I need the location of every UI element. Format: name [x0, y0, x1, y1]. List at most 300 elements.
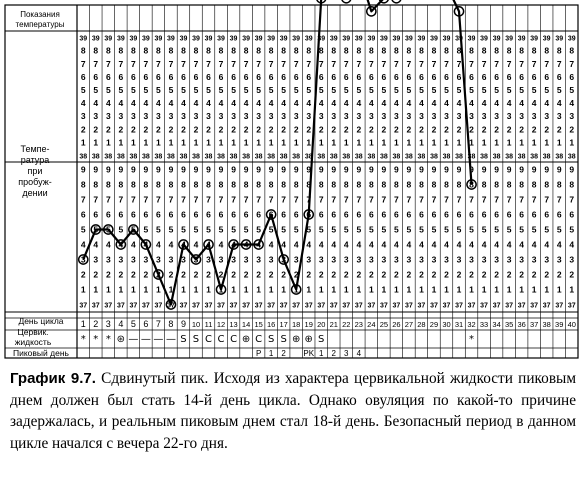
temp-digit: 7	[118, 58, 124, 69]
temp-digit: 3	[143, 111, 149, 122]
temp-digit: 3	[456, 111, 462, 122]
temp-digit: 9	[381, 164, 387, 175]
temp-digit: 8	[356, 179, 362, 190]
temp-digit: 6	[494, 209, 499, 220]
temp-digit: 8	[431, 45, 437, 56]
temp-digit: 9	[93, 164, 99, 175]
temp-digit: 38	[542, 153, 551, 161]
temp-label-line1: Темпе-	[20, 144, 50, 154]
temp-digit: 8	[181, 45, 186, 56]
temp-digit: 39	[555, 35, 564, 43]
temp-digit: 2	[544, 124, 550, 135]
temp-digit: 5	[394, 224, 399, 235]
temp-digit: 2	[118, 269, 124, 280]
temp-digit: 5	[431, 224, 437, 235]
temp-digit: 38	[254, 153, 263, 161]
temp-digit: 1	[556, 284, 562, 295]
cycle-day-number: 40	[567, 320, 576, 329]
temp-digit: 6	[569, 71, 575, 82]
temp-digit: 8	[143, 45, 149, 56]
cycle-day-number: 35	[504, 320, 514, 329]
temp-digit: 6	[256, 209, 261, 220]
temp-digit: 1	[381, 137, 387, 148]
temp-label-line4: пробуж-	[18, 177, 52, 187]
temp-digit: 8	[481, 179, 487, 190]
temp-digit: 37	[467, 302, 476, 310]
temp-digit: 38	[317, 153, 326, 161]
temp-digit: 38	[79, 153, 88, 161]
temp-digit: 4	[268, 239, 274, 250]
temp-digit: 39	[229, 35, 238, 43]
cycle-day-number: 28	[417, 320, 426, 329]
temp-digit: 38	[179, 153, 188, 161]
temp-digit: 5	[181, 84, 186, 95]
temp-digit: 1	[168, 284, 174, 295]
temp-digit: 8	[168, 45, 174, 56]
temp-digit: 7	[80, 58, 86, 69]
temp-digit: 3	[506, 254, 512, 265]
temp-digit: 5	[268, 224, 274, 235]
temp-digit: 1	[456, 137, 462, 148]
temp-digit: 4	[544, 98, 550, 109]
temp-digit: 8	[406, 45, 412, 56]
temp-digit: 8	[293, 45, 299, 56]
temp-digit: 37	[417, 302, 426, 310]
temp-digit: 6	[506, 209, 512, 220]
temp-digit: 1	[306, 284, 312, 295]
temp-digit: 38	[567, 153, 576, 161]
temp-digit: 4	[343, 239, 349, 250]
cycle-day-number: 10	[191, 320, 201, 329]
temp-digit: 3	[256, 254, 261, 265]
temp-digit: 39	[79, 35, 88, 43]
temp-digit: 4	[544, 239, 550, 250]
peak-day-mark: P	[255, 349, 262, 358]
temp-digit: 9	[331, 164, 337, 175]
temp-digit: 3	[130, 111, 136, 122]
temp-digit: 1	[494, 137, 499, 148]
temp-digit: 1	[444, 284, 449, 295]
peak-day-mark: 4	[356, 349, 362, 358]
temp-digit: 8	[256, 179, 261, 190]
cervical-fluid-mark: —	[128, 334, 139, 345]
temp-digit: 9	[231, 164, 236, 175]
temp-digit: 5	[419, 84, 424, 95]
cycle-day-number: 2	[93, 319, 99, 329]
peak-day-mark: 2	[331, 349, 336, 358]
temp-digit: 7	[506, 58, 512, 69]
temp-digit: 37	[530, 302, 539, 310]
temp-digit: 6	[118, 209, 124, 220]
temp-digit: 37	[442, 302, 451, 310]
temp-digit: 9	[356, 164, 362, 175]
temp-digit: 1	[456, 284, 462, 295]
temp-digit: 1	[105, 284, 111, 295]
temp-digit: 8	[406, 179, 412, 190]
temp-digit: 5	[218, 84, 224, 95]
temp-digit: 2	[193, 124, 199, 135]
temp-digit: 3	[80, 111, 86, 122]
temp-digit: 5	[80, 224, 86, 235]
temp-digit: 8	[243, 45, 249, 56]
temp-digit: 1	[556, 137, 562, 148]
cycle-day-number: 5	[130, 319, 136, 329]
temp-digit: 39	[192, 35, 200, 43]
temp-digit: 5	[444, 84, 449, 95]
temp-digit: 3	[130, 254, 136, 265]
temp-digit: 3	[193, 111, 199, 122]
temp-digit: 2	[481, 124, 487, 135]
temp-digit: 1	[506, 284, 512, 295]
temp-digit: 4	[268, 98, 274, 109]
cycle-day-number: 12	[216, 320, 226, 329]
temp-digit: 9	[519, 164, 525, 175]
temp-digit: 7	[494, 58, 499, 69]
cycle-day-number: 9	[180, 319, 186, 329]
temp-digit: 38	[304, 153, 313, 161]
temp-digit: 37	[342, 302, 351, 310]
temp-digit: 9	[394, 164, 399, 175]
temp-digit: 4	[193, 98, 199, 109]
temp-digit: 6	[343, 209, 349, 220]
temp-digit: 5	[306, 84, 312, 95]
temp-digit: 38	[555, 153, 564, 161]
temp-digit: 37	[242, 302, 250, 310]
temp-digit: 1	[143, 137, 149, 148]
temp-digit: 4	[256, 239, 261, 250]
temp-digit: 2	[343, 124, 349, 135]
temp-digit: 4	[569, 239, 575, 250]
temp-digit: 4	[118, 98, 124, 109]
temp-digit: 7	[331, 58, 337, 69]
temp-digit: 39	[530, 35, 539, 43]
temp-digit: 4	[431, 98, 437, 109]
temp-digit: 7	[231, 58, 236, 69]
temp-digit: 1	[431, 137, 437, 148]
temp-digit: 7	[381, 58, 387, 69]
temp-digit: 2	[306, 269, 312, 280]
temp-digit: 5	[381, 84, 387, 95]
temp-digit: 38	[367, 153, 376, 161]
temp-digit: 39	[317, 35, 326, 43]
temp-digit: 3	[168, 111, 174, 122]
temp-digit: 6	[143, 209, 149, 220]
temp-digit: 38	[104, 153, 113, 161]
temp-digit: 4	[569, 98, 575, 109]
temp-digit: 8	[506, 179, 512, 190]
temp-digit: 5	[243, 224, 249, 235]
cervical-fluid-mark: *	[469, 334, 475, 345]
temp-digit: 2	[80, 124, 86, 135]
temp-digit: 8	[431, 179, 437, 190]
header-label-line1: Показания	[20, 10, 60, 19]
temp-digit: 39	[354, 35, 363, 43]
temp-digit: 6	[419, 209, 424, 220]
temp-digit: 4	[494, 239, 499, 250]
temp-digit: 39	[116, 35, 125, 43]
temp-digit: 5	[419, 224, 424, 235]
temp-digit: 39	[91, 35, 100, 43]
temp-digit: 3	[243, 111, 249, 122]
cervical-fluid-mark: S	[318, 334, 325, 345]
temperature-point	[342, 0, 351, 3]
temp-digit: 4	[306, 239, 312, 250]
temperature-point	[392, 0, 401, 3]
temp-digit: 2	[231, 269, 236, 280]
temp-digit: 6	[293, 209, 299, 220]
temp-digit: 4	[93, 98, 99, 109]
temp-digit: 1	[93, 284, 99, 295]
temp-digit: 3	[156, 254, 161, 265]
temp-digit: 1	[406, 137, 412, 148]
temp-digit: 3	[406, 111, 412, 122]
peak-day-mark: 3	[344, 349, 349, 358]
temp-digit: 5	[218, 224, 224, 235]
temp-digit: 9	[444, 164, 449, 175]
temp-digit: 5	[519, 84, 525, 95]
temp-digit: 38	[467, 153, 476, 161]
temp-digit: 8	[531, 179, 537, 190]
temp-digit: 7	[444, 194, 449, 205]
temp-digit: 6	[181, 71, 186, 82]
temp-digit: 5	[193, 84, 199, 95]
temp-digit: 9	[419, 164, 424, 175]
temp-digit: 4	[281, 98, 287, 109]
temp-digit: 8	[444, 45, 449, 56]
temp-digit: 6	[105, 71, 111, 82]
temp-digit: 39	[467, 35, 476, 43]
temp-digit: 6	[93, 209, 99, 220]
temp-digit: 8	[456, 179, 462, 190]
temp-digit: 6	[456, 71, 462, 82]
temp-digit: 5	[368, 224, 374, 235]
temp-digit: 4	[356, 98, 362, 109]
temp-digit: 39	[567, 35, 576, 43]
temp-digit: 1	[206, 137, 211, 148]
temp-digit: 1	[218, 137, 224, 148]
temp-digit: 5	[394, 84, 399, 95]
temp-digit: 5	[156, 224, 161, 235]
temp-digit: 37	[405, 302, 413, 310]
temp-digit: 3	[118, 111, 124, 122]
temp-digit: 38	[279, 153, 288, 161]
temp-digit: 38	[229, 153, 238, 161]
temp-digit: 2	[243, 269, 249, 280]
temp-digit: 9	[105, 164, 111, 175]
temp-digit: 1	[206, 284, 211, 295]
temp-digit: 6	[431, 71, 437, 82]
temp-digit: 2	[318, 124, 324, 135]
temp-digit: 2	[193, 269, 199, 280]
temp-digit: 38	[154, 153, 163, 161]
temp-digit: 39	[517, 35, 526, 43]
temp-digit: 7	[381, 194, 387, 205]
temp-digit: 8	[118, 45, 124, 56]
temp-digit: 7	[293, 58, 299, 69]
temp-digit: 6	[306, 209, 312, 220]
cycle-day-number: 20	[317, 320, 326, 329]
temp-digit: 8	[156, 179, 161, 190]
temp-digit: 1	[93, 137, 99, 148]
temp-digit: 2	[156, 124, 161, 135]
temp-digit: 37	[567, 302, 576, 310]
temp-digit: 4	[531, 98, 537, 109]
temp-digit: 5	[569, 224, 575, 235]
temp-digit: 1	[544, 284, 550, 295]
temp-digit: 9	[469, 164, 474, 175]
temp-digit: 6	[318, 209, 324, 220]
temp-digit: 8	[80, 45, 86, 56]
temp-digit: 2	[143, 269, 149, 280]
temp-digit: 6	[268, 71, 274, 82]
temp-digit: 7	[293, 194, 299, 205]
temp-digit: 6	[206, 71, 211, 82]
temp-digit: 2	[469, 124, 474, 135]
temp-digit: 9	[569, 164, 575, 175]
temp-digit: 6	[356, 71, 362, 82]
temp-digit: 2	[281, 269, 287, 280]
temp-digit: 2	[469, 269, 474, 280]
temp-digit: 2	[156, 269, 161, 280]
temp-digit: 2	[218, 124, 224, 135]
temp-digit: 3	[406, 254, 412, 265]
temp-digit: 4	[231, 98, 236, 109]
temp-digit: 4	[193, 239, 199, 250]
temp-digit: 4	[293, 239, 299, 250]
temp-digit: 39	[217, 35, 225, 43]
temp-digit: 7	[281, 58, 287, 69]
temp-digit: 4	[218, 98, 224, 109]
temp-digit: 5	[544, 84, 550, 95]
temp-digit: 5	[293, 84, 299, 95]
day-rows	[81, 319, 576, 358]
temp-digit: 2	[569, 269, 575, 280]
temp-digit: 1	[381, 284, 387, 295]
temp-digit: 6	[519, 209, 525, 220]
temperature-point	[379, 0, 388, 3]
temp-digit: 7	[168, 58, 174, 69]
temp-digit: 7	[469, 194, 474, 205]
temp-digit: 8	[469, 45, 474, 56]
temp-digit: 5	[231, 84, 236, 95]
cervical-label-line2: жидкость	[14, 337, 52, 347]
temp-digit: 6	[494, 71, 499, 82]
temp-digit: 1	[118, 284, 124, 295]
temp-digit: 3	[306, 111, 312, 122]
temp-digit: 2	[406, 124, 412, 135]
temp-digit: 4	[118, 239, 124, 250]
temp-digit: 4	[419, 98, 424, 109]
temp-digit: 6	[394, 71, 399, 82]
temp-digit: 37	[141, 302, 150, 310]
temp-digit: 5	[494, 224, 499, 235]
temp-digit: 1	[181, 284, 186, 295]
temp-digit: 6	[256, 71, 261, 82]
temp-digit: 7	[80, 194, 86, 205]
temp-digit: 4	[156, 239, 161, 250]
temp-digit: 1	[231, 284, 236, 295]
peak-day-mark: 2	[281, 349, 286, 358]
temp-digit: 3	[118, 254, 124, 265]
temp-digit: 4	[519, 239, 525, 250]
temp-digit: 39	[141, 35, 150, 43]
cervical-fluid-mark: S	[180, 334, 187, 345]
temp-digit: 39	[480, 35, 488, 43]
temp-digit: 2	[231, 124, 236, 135]
temp-digit: 7	[456, 194, 462, 205]
temp-digit: 2	[93, 269, 99, 280]
header-label-line2: температуры	[15, 20, 65, 29]
temp-digit: 6	[331, 71, 337, 82]
temp-digit: 7	[256, 58, 261, 69]
temp-digit: 3	[331, 111, 337, 122]
temp-digit: 2	[431, 269, 437, 280]
temp-digit: 1	[243, 284, 249, 295]
temp-digit: 38	[167, 153, 175, 161]
cycle-day-number: 6	[143, 319, 149, 329]
temp-label-line2: ратура	[20, 155, 50, 165]
temp-digit: 2	[318, 269, 324, 280]
temp-digit: 1	[394, 137, 399, 148]
temp-digit: 6	[419, 71, 424, 82]
temp-digit: 4	[206, 239, 211, 250]
temp-digit: 7	[181, 194, 186, 205]
temp-digit: 2	[556, 124, 562, 135]
cervical-fluid-mark: C	[255, 334, 263, 345]
temp-digit: 3	[218, 111, 224, 122]
temp-digit: 5	[181, 224, 186, 235]
temp-digit: 39	[367, 35, 376, 43]
temp-digit: 3	[93, 111, 99, 122]
temp-digit: 39	[505, 35, 514, 43]
temp-digit: 2	[268, 124, 274, 135]
cervical-fluid-mark: ⊛	[116, 334, 126, 345]
temp-digit: 8	[419, 179, 424, 190]
temp-digit: 8	[168, 179, 174, 190]
temp-digit: 4	[168, 98, 174, 109]
temp-digit: 1	[181, 137, 186, 148]
temp-digit: 5	[105, 224, 111, 235]
temp-digit: 7	[544, 58, 550, 69]
temp-digit: 8	[519, 179, 525, 190]
temp-digit: 4	[406, 98, 412, 109]
cycle-day-number: 38	[542, 320, 551, 329]
temp-digit: 5	[93, 84, 99, 95]
temp-digit: 8	[231, 179, 236, 190]
temp-digit: 4	[206, 98, 211, 109]
temp-digit: 6	[243, 209, 249, 220]
temp-digit: 1	[356, 137, 362, 148]
temp-digit: 5	[531, 224, 537, 235]
cycle-day-number: 36	[517, 320, 526, 329]
cycle-day-number: 31	[454, 320, 464, 329]
temp-digit: 8	[343, 45, 349, 56]
temp-digit: 37	[555, 302, 564, 310]
temp-digit: 8	[494, 45, 499, 56]
temp-digit: 5	[469, 84, 474, 95]
temp-digit: 7	[406, 194, 412, 205]
cycle-day-number: 22	[342, 320, 351, 329]
temp-digit: 39	[267, 35, 276, 43]
temp-digit: 39	[492, 35, 501, 43]
temp-digit: 1	[419, 137, 424, 148]
temp-digit: 4	[105, 98, 111, 109]
temp-digit: 3	[181, 254, 186, 265]
cervical-fluid-mark: S	[192, 334, 200, 345]
temp-digit: 7	[444, 58, 449, 69]
temp-digit: 1	[306, 137, 312, 148]
cervical-label-line1: Цервик.	[17, 327, 49, 337]
